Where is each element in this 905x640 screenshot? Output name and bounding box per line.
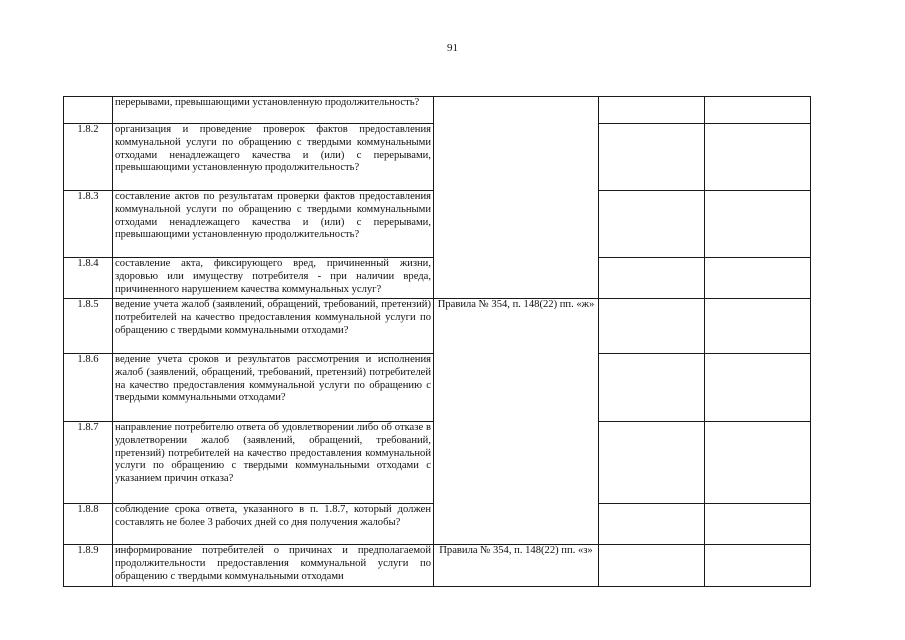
legal-reference: Правила № 354, п. 148(22) пп. «ж» [434, 299, 599, 545]
note-cell [705, 354, 811, 422]
row-number: 1.8.2 [64, 124, 113, 191]
question-text: составление акта, фиксирующего вред, причиненный жизни, здоровью или имуществу потребителя - при наличии вреда, причиненного нарушением качества коммунальных услуг? [113, 258, 434, 299]
table-row [64, 545, 811, 587]
answer-cell [599, 191, 705, 258]
row-number [64, 97, 113, 124]
note-cell [705, 545, 811, 587]
row-number: 1.8.8 [64, 504, 113, 545]
note-cell [705, 124, 811, 191]
note-cell [705, 422, 811, 504]
question-text: информирование потребителей о причинах и предполагаемой продолжительности предоставления коммунальной услуги по обращению с твердыми коммунальными отходами [113, 545, 434, 587]
legal-reference-cell [434, 97, 599, 299]
answer-cell [599, 504, 705, 545]
checklist-table [63, 96, 811, 587]
legal-reference: Правила № 354, п. 148(22) пп. «з» [434, 545, 599, 587]
note-cell [705, 191, 811, 258]
question-text: ведение учета сроков и результатов рассмотрения и исполнения жалоб (заявлений, обращений, требований, претензий) потребителей на качество предоставления коммунальной услуги по обращению с твердыми коммунальными отходами? [113, 354, 434, 422]
note-cell [705, 504, 811, 545]
answer-cell [599, 354, 705, 422]
answer-cell [599, 97, 705, 124]
answer-cell [599, 422, 705, 504]
answer-cell [599, 258, 705, 299]
row-number: 1.8.5 [64, 299, 113, 354]
page-number: 91 [447, 42, 458, 54]
answer-cell [599, 124, 705, 191]
answer-cell [599, 545, 705, 587]
table-row [64, 299, 811, 354]
row-number: 1.8.9 [64, 545, 113, 587]
answer-cell [599, 299, 705, 354]
question-text: соблюдение срока ответа, указанного в п. 1.8.7, который должен составлять не более 3 рабочих дней со дня получения жалобы? [113, 504, 434, 545]
question-text: перерывами, превышающими установленную продолжительность? [113, 97, 434, 124]
question-text: составление актов по результатам проверки фактов предоставления коммунальной услуги по обращению с твердыми коммунальными отходами ненадлежащего качества и (или) с перерывами, превышающими установленную продолжительность? [113, 191, 434, 258]
table-row [64, 97, 811, 124]
question-text: организация и проведение проверок фактов предоставления коммунальной услуги по обращению с твердыми коммунальными отходами ненадлежащего качества и (или) с перерывами, превышающими установленную продолжительность? [113, 124, 434, 191]
note-cell [705, 299, 811, 354]
row-number: 1.8.4 [64, 258, 113, 299]
row-number: 1.8.6 [64, 354, 113, 422]
row-number: 1.8.3 [64, 191, 113, 258]
question-text: направление потребителю ответа об удовлетворении либо об отказе в удовлетворении жалоб (заявлений, обращений, требований, претензий) потребителей на качество предоставления коммунальной услуги по обращению с твердыми коммунальными отходами с указанием причин отказа? [113, 422, 434, 504]
row-number: 1.8.7 [64, 422, 113, 504]
question-text: ведение учета жалоб (заявлений, обращений, требований, претензий) потребителей на качество предоставления коммунальной услуги по обращению с твердыми коммунальными отходами? [113, 299, 434, 354]
note-cell [705, 97, 811, 124]
note-cell [705, 258, 811, 299]
